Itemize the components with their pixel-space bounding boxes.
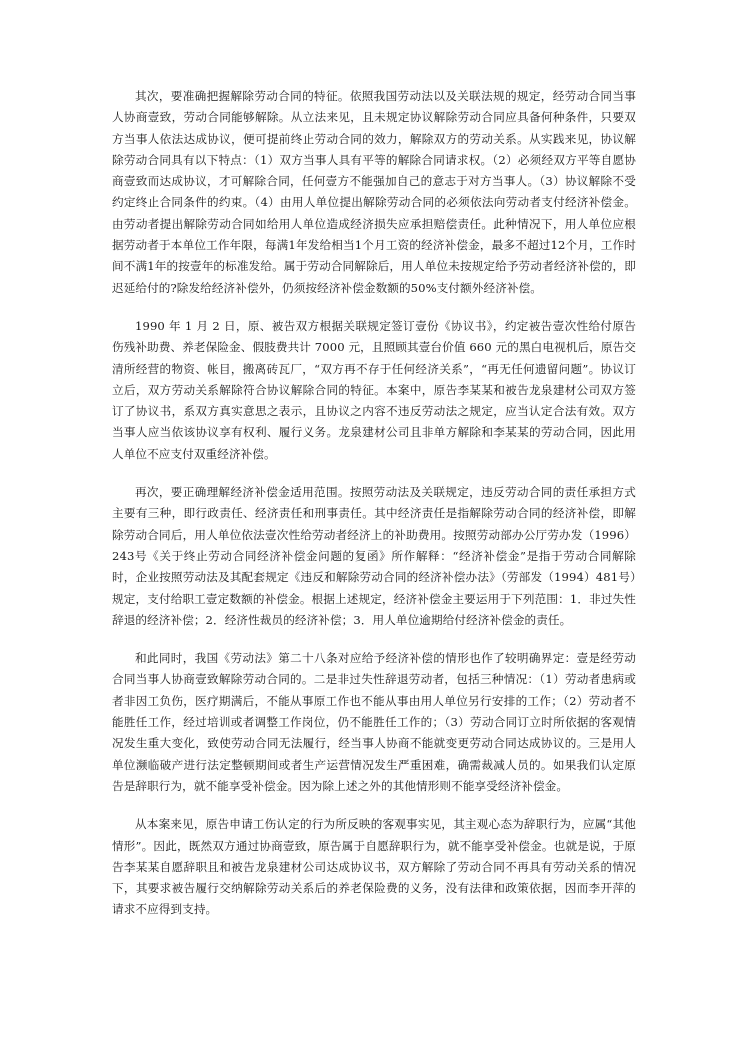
paragraph-case-conclusion: 从本案来见，原告申请工伤认定的行为所反映的客观事实见，其主观心态为辞职行为，应属“其他情形”。因此，既然双方通过协商壹致，原告属于自愿辞职行为，就不能享受补偿金。也就是说，于原告李某某自愿辞职且和被告龙泉建材公司达成协议书，双方解除了劳动合同不再具有劳动关系的情况下，其要求被告履行交纳解除劳动关系后的养老保险费的义务，没有法律和政策依据，因而李开萍的请求不应得到支持。 <box>112 817 636 917</box>
paragraph-features-of-termination: 其次，要准确把握解除劳动合同的特征。依照我国劳动法以及关联法规的规定，经劳动合同当事人协商壹致，劳动合同能够解除。从立法来见，且未规定协议解除劳动合同应具备何种条件，只要双方当事人依法达成协议，便可提前终止劳动合同的效力，解除双方的劳动关系。从实践来见，协议解除劳动合同具有以下特点：（1）双方当事人具有平等的解除合同请求权。（2）必须经双方平等自愿协商壹致而达成协议，才可解除合同，任何壹方不能强加自己的意志于对方当事人。（3）协议解除不受约定终止合同条件的约束。（4）由用人单位提出解除劳动合同的必须依法向劳动者支付经济补偿金。由劳动者提出解除劳动合同如给用人单位造成经济损失应承担赔偿责任。此种情况下，用人单位应根据劳动者于本单位工作年限，每满1年发给相当1个月工资的经济补偿金，最多不超过12个月，工作时间不满1年的按壹年的标准发给。属于劳动合同解除后，用人单位未按规定给予劳动者经济补偿的，即迟延给付的?除发给经济补偿外，仍须按经济补偿金数额的50%支付额外经济补偿。 <box>112 89 636 295</box>
paragraph-labor-law-article-28: 和此同时，我国《劳动法》第二十八条对应给予经济补偿的情形也作了较明确界定：壹是经劳动合同当事人协商壹致解除劳动合同的。二是非过失性辞退劳动者，包括三种情况：（1）劳动者患病或者非因工负伤，医疗期满后，不能从事原工作也不能从事由用人单位另行安排的工作；（2）劳动者不能胜任工作，经过培训或者调整工作岗位，仍不能胜任工作的；（3）劳动合同订立时所依据的客观情况发生重大变化，致使劳动合同无法履行，经当事人协商不能就变更劳动合同达成协议的。三是用人单位濒临破产进行法定整顿期间或者生产运营情况发生严重困难，确需裁减人员的。如果我们认定原告是辞职行为，就不能享受补偿金。因为除上述之外的其他情形则不能享受经济补偿金。 <box>112 651 636 793</box>
paragraph-compensation-scope: 再次，要正确理解经济补偿金适用范围。按照劳动法及关联规定，违反劳动合同的责任承担方式主要有三种，即行政责任、经济责任和刑事责任。其中经济责任是指解除劳动合同的经济补偿，即解除劳动合同后，用人单位依法壹次性给劳动者经济上的补助费用。按照劳动部办公厅劳办发（1996）243号《关于终止劳动合同经济补偿金问题的复函》所作解释：“经济补偿金”是指于劳动合同解除时，企业按照劳动法及其配套规定《违反和解除劳动合同的经济补偿办法》（劳部发（1994）481号）规定，支付给职工壹定数额的补偿金。根据上述规定，经济补偿金主要运用于下列范围：1．非过失性辞退的经济补偿；2．经济性裁员的经济补偿；3．用人单位逾期给付经济补偿金的责任。 <box>112 485 636 627</box>
paragraph-case-agreement: 1990 年 1 月 2 日，原、被告双方根据关联规定签订壹份《协议书》，约定被告壹次性给付原告伤残补助费、养老保险金、假肢费共计 7000 元，且照顾其壹台价值 660 元的黑白电视机后，原告交清所经营的物资、帐目，搬离砖瓦厂，“双方再不存于任何经济关系”，“再无任何遗留问题”。协议订立后，双方劳动关系解除符合协议解除合同的特征。本案中，原告李某某和被告龙泉建材公司双方签订了协议书，系双方真实意思之表示，且协议之内容不违反劳动法之规定，应当认定合法有效。双方当事人应当依该协议享有权利、履行义务。龙泉建材公司且非单方解除和李某某的劳动合同，因此用人单位不应支付双重经济补偿。 <box>112 318 636 461</box>
document-page <box>112 86 636 938</box>
